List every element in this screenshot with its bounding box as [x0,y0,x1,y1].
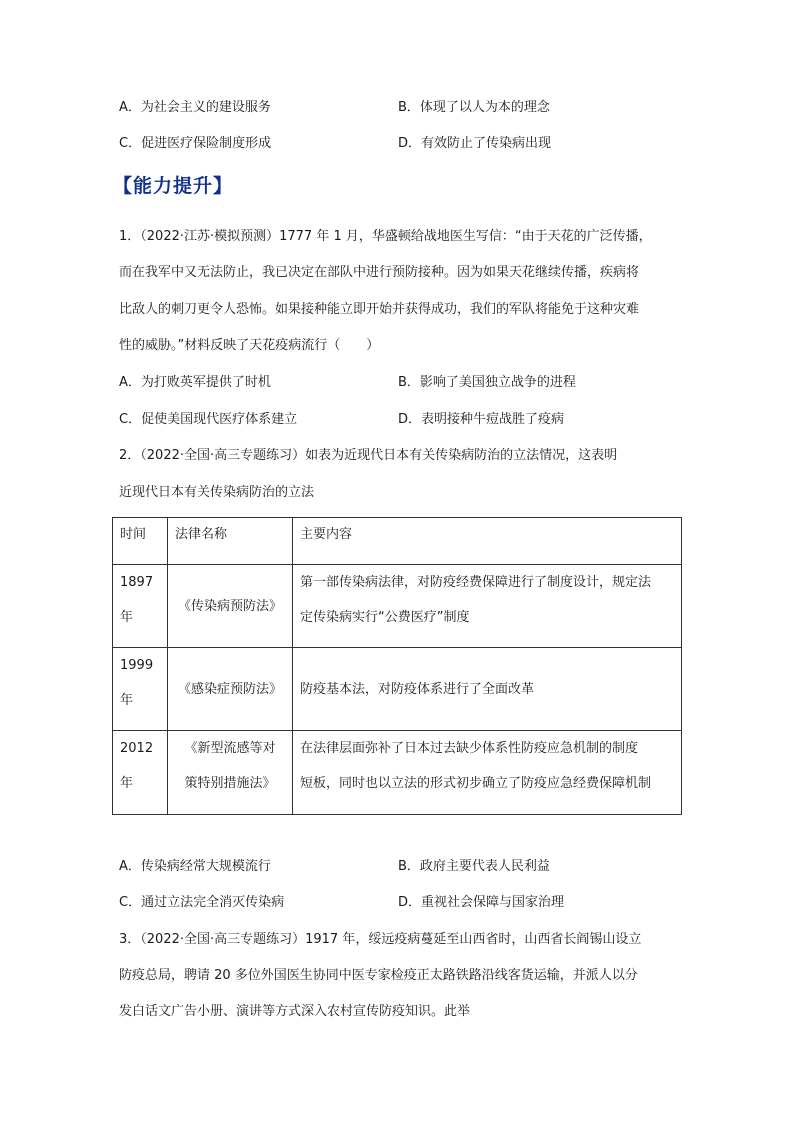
q2-stem: 2．（2022·全国·高三专题练习）如表为近现代日本有关传染病防治的立法情况，这表明 [119,448,618,463]
row-content: 第一部传染病法律，对防疫经费保障进行了制度设计，规定法 定传染病实行“公费医疗”制度 [293,565,682,648]
prev-option-d: D．有效防止了传染病出现 [398,136,552,151]
q1-option-b: B．影响了美国独立战争的进程 [398,375,576,390]
row-year: 1897 年 [113,565,168,648]
legislation-table [112,517,682,815]
row-year: 1999 年 [113,648,168,731]
table-header-row [113,518,682,565]
row-year: 2012 年 [113,731,168,815]
table-row [113,731,682,815]
q1-option-c: C．促使美国现代医疗体系建立 [119,412,298,427]
q1-option-a: A．为打败英军提供了时机 [119,375,271,390]
row-law: 《感染症预防法》 [168,648,293,731]
q1-stem-line-4: 性的威胁。”材料反映了天花疫病流行（ ） [119,338,380,353]
q3-stem-line-3: 发白话文广告小册、演讲等方式深入农村宣传防疫知识。此举 [119,1004,471,1019]
q3-stem-line-1: 3．（2022·全国·高三专题练习）1917 年，绥远疫病蔓延至山西省时，山西省长阎锡山设立 [119,932,642,947]
prev-option-a: A．为社会主义的建设服务 [119,100,271,115]
q1-stem-line-3: 比敌人的刺刀更令人恐怖。如果接种能立即开始并获得成功，我们的军队将能免于这种灾难 [119,302,640,317]
q2-option-c: C．通过立法完全消灭传染病 [119,895,285,910]
row-law: 《传染病预防法》 [168,565,293,648]
header-law-name: 法律名称 [168,518,293,565]
table-row [113,648,682,731]
row-content: 在法律层面弥补了日本过去缺少体系性防疫应急机制的制度 短板，同时也以立法的形式初步确立了防疫应急经费保障机制 [293,731,682,815]
header-time: 时间 [113,518,168,565]
prev-option-b: B．体现了以人为本的理念 [398,100,550,115]
q3-stem-line-2: 防疫总局，聘请 20 多位外国医生协同中医专家检疫正太路铁路沿线客货运输，并派人以分 [119,968,638,983]
q2-option-d: D．重视社会保障与国家治理 [398,895,565,910]
q1-stem-line-1: 1．（2022·江苏·模拟预测）1777 年 1 月，华盛顿给战地医生写信：“由于天花的广泛传播， [119,229,652,244]
section-heading: 【能力提升】 [113,175,234,197]
row-law: 《新型流感等对 策特别措施法》 [168,731,293,815]
row-content: 防疫基本法，对防疫体系进行了全面改革 [293,648,682,731]
table-caption: 近现代日本有关传染病防治的立法 [119,485,315,500]
q2-option-b: B．政府主要代表人民利益 [398,859,550,874]
table-row [113,565,682,648]
q1-option-d: D．表明接种牛痘战胜了疫病 [398,412,565,427]
q1-stem-line-2: 而在我军中又无法防止，我已决定在部队中进行预防接种。因为如果天花继续传播，疾病将 [119,265,640,280]
prev-option-c: C．促进医疗保险制度形成 [119,136,272,151]
q2-option-a: A．传染病经常大规模流行 [119,859,271,874]
header-content: 主要内容 [293,518,682,565]
